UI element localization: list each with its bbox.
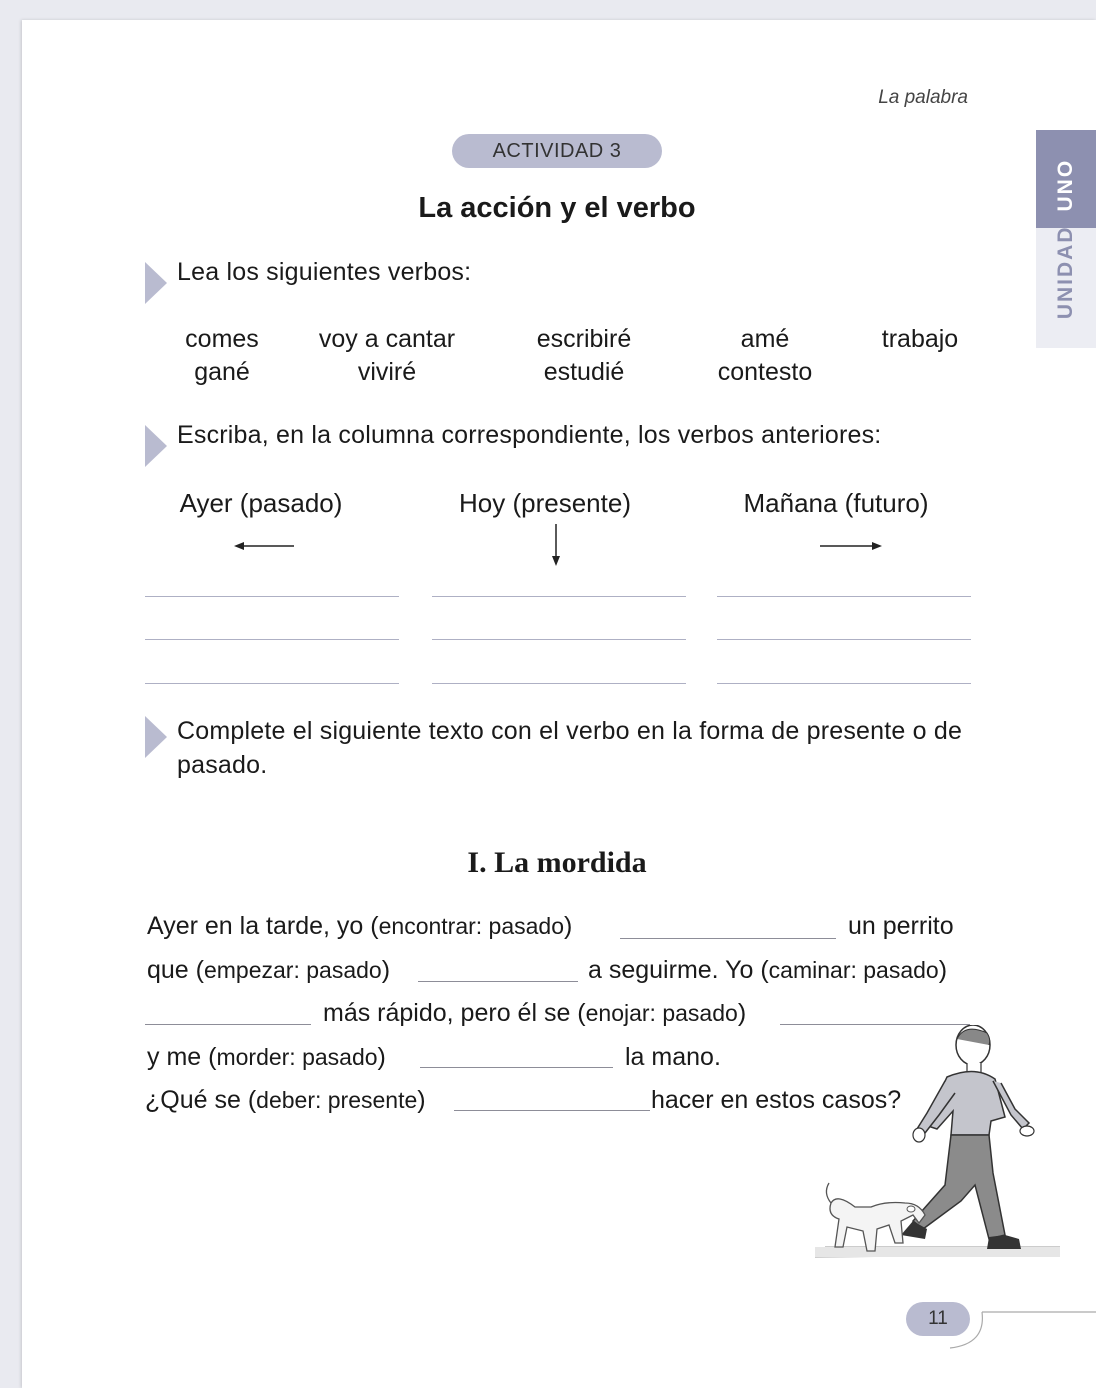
verb-hint: morder: pasado xyxy=(216,1044,378,1070)
page-title: La acción y el verbo xyxy=(418,192,696,224)
answer-line-past[interactable] xyxy=(145,596,399,597)
verb-hint: deber: presente xyxy=(256,1087,418,1113)
story-line-4 xyxy=(147,1043,386,1072)
verb-hint: enojar: pasado xyxy=(585,1000,738,1026)
column-heading-present: Hoy (presente) xyxy=(459,488,631,518)
story-text: ) xyxy=(381,956,391,984)
story-text: ) xyxy=(417,1086,426,1114)
instruction-1 xyxy=(145,258,471,287)
instruction-text: Complete el siguiente texto con el verbo en la forma de presente o de pasado. xyxy=(177,717,963,779)
verb-item: trabajo xyxy=(881,325,959,353)
answer-line-present[interactable] xyxy=(432,639,686,640)
arrow-left-icon xyxy=(230,538,298,554)
verb-hint: caminar: pasado xyxy=(768,957,939,983)
instruction-2 xyxy=(145,421,881,450)
story-line-2-end xyxy=(588,956,947,985)
triangle-bullet-icon xyxy=(145,716,167,758)
answer-line-present[interactable] xyxy=(432,683,686,684)
arrow-right-icon xyxy=(818,538,886,554)
story-line-5-end: hacer en estos casos? xyxy=(651,1086,902,1114)
story-text: ) xyxy=(564,912,573,940)
verb-item: comes xyxy=(185,325,259,353)
story-line-5 xyxy=(145,1086,426,1115)
blank-encontrar[interactable] xyxy=(620,938,836,939)
story-title: I. La mordida xyxy=(467,846,647,879)
blank-deber[interactable] xyxy=(454,1110,650,1111)
arrow-down-icon xyxy=(548,522,564,568)
instruction-text: Escriba, en la columna correspondiente, los verbos anteriores: xyxy=(177,421,882,449)
page-number: 11 xyxy=(906,1302,970,1336)
instruction-3 xyxy=(145,714,975,782)
story-line-4-end: la mano. xyxy=(625,1043,721,1071)
story-text: ) xyxy=(737,999,747,1027)
triangle-bullet-icon xyxy=(145,425,167,467)
answer-line-future[interactable] xyxy=(717,639,971,640)
verb-item: estudié xyxy=(543,358,625,386)
section-title: La palabra xyxy=(878,87,968,108)
unidad-label: UNIDAD xyxy=(1054,225,1077,320)
verb-item: viviré xyxy=(357,358,417,386)
uno-label: UNO xyxy=(1054,158,1077,212)
answer-line-past[interactable] xyxy=(145,683,399,684)
blank-empezar[interactable] xyxy=(418,981,578,982)
unit-tab-text xyxy=(1054,159,1078,319)
story-text: ¿Qué se ( xyxy=(145,1086,257,1114)
verb-item: voy a cantar xyxy=(318,325,456,353)
verb-item: amé xyxy=(740,325,790,353)
answer-line-present[interactable] xyxy=(432,596,686,597)
instruction-text: Lea los siguientes verbos: xyxy=(177,258,472,286)
blank-caminar[interactable] xyxy=(145,1024,311,1025)
story-text: a seguirme. Yo ( xyxy=(588,956,769,984)
story-line-1 xyxy=(147,912,572,941)
verb-hint: empezar: pasado xyxy=(203,957,382,983)
story-text: ) xyxy=(938,956,948,984)
story-text: ) xyxy=(377,1043,386,1071)
answer-line-future[interactable] xyxy=(717,596,971,597)
triangle-bullet-icon xyxy=(145,262,167,304)
man-and-dog-illustration xyxy=(815,1025,1065,1280)
verb-item: gané xyxy=(194,358,250,386)
activity-label: ACTIVIDAD 3 xyxy=(452,134,662,168)
verb-item: contesto xyxy=(717,358,813,386)
page-number-decoration xyxy=(930,1308,1096,1354)
story-line-1-end: un perrito xyxy=(848,912,954,940)
story-line-2 xyxy=(147,956,390,985)
story-line-3 xyxy=(323,999,746,1028)
verb-hint: encontrar: pasado xyxy=(378,913,565,939)
blank-morder[interactable] xyxy=(420,1067,613,1068)
story-text: Ayer en la tarde, yo ( xyxy=(147,912,379,940)
answer-line-past[interactable] xyxy=(145,639,399,640)
story-text: que ( xyxy=(147,956,204,984)
answer-line-future[interactable] xyxy=(717,683,971,684)
story-text: y me ( xyxy=(147,1043,217,1071)
unit-side-tab xyxy=(1036,130,1096,348)
column-heading-future: Mañana (futuro) xyxy=(743,488,929,518)
column-heading-past: Ayer (pasado) xyxy=(179,488,343,518)
verb-item: escribiré xyxy=(536,325,632,353)
story-text: más rápido, pero él se ( xyxy=(323,999,586,1027)
